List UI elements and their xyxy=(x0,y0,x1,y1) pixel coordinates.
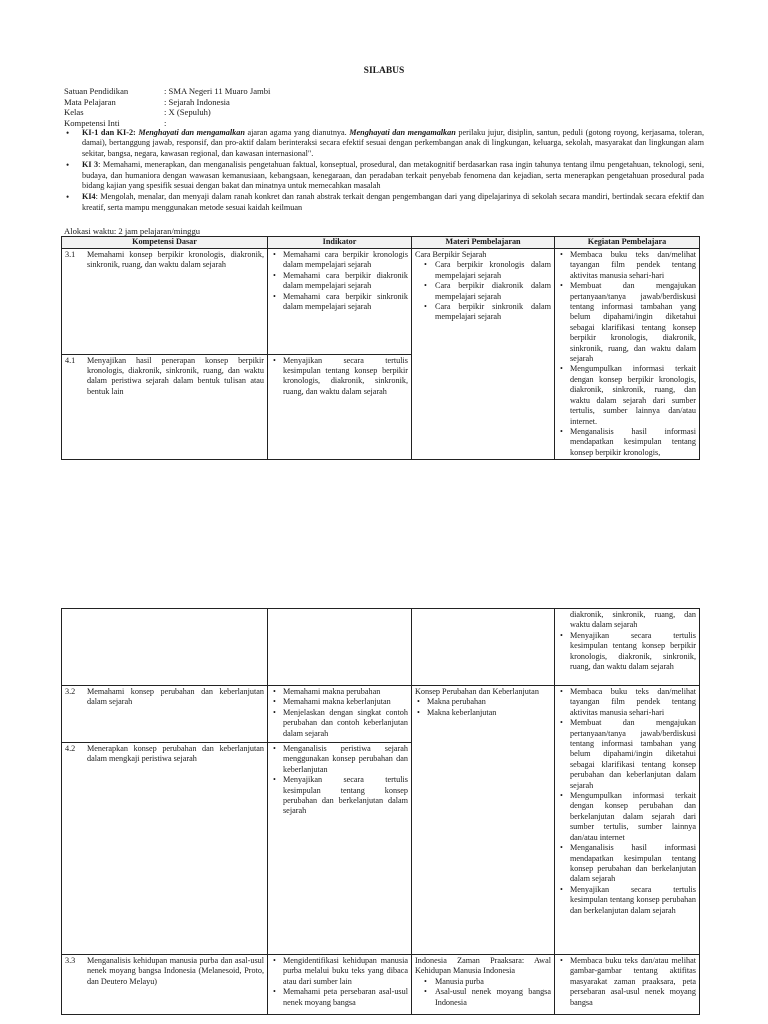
core-competence-list xyxy=(64,128,704,214)
kegiatan-cell xyxy=(555,955,700,1015)
kegiatan-cell xyxy=(555,609,700,686)
kd-cell: 3.1 Memahami konsep berpikir kronologis, diakronik, sinkronik, ruang, dan waktu dalam sejarah xyxy=(62,249,268,355)
materi-cell xyxy=(412,249,555,460)
indicator-cell xyxy=(268,743,412,955)
ki-3-item: • KI 3: Memahami, menerapkan, dan menganalisis pengetahuan faktual, konseptual, prosedural, dan metakognitif berdasarkan rasa ingin tahunya tentang ilmu pengetahuan, teknologi, seni, budaya, dan humaniora dengan wawasan kemanusiaan, kebangsaan, kenegaraan, dan peradaban terkait penyebab fenomena dan kejadian, serta menerapkan pengetahuan prosedural pada bidang kajian yang spesifik sesuai dengan bakat dan minatnya untuk memecahkan masalah xyxy=(64,160,704,191)
list-item: • Menyajikan secara tertulis kesimpulan tentang konsep berpikir kronologis, diakronik, sinkronik, ruang, dan waktu dalam sejarah xyxy=(558,631,696,673)
kegiatan-cell xyxy=(555,686,700,955)
list-item: • Membuat dan mengajukan pertanyaan/tanya jawab/berdiskusi tentang informasi tambahan yang belum dipahami/ingin diketahui sebagai klarifikasi tentang konsep berpikir kronologis, diakronik, sinkronik, ruang, dan waktu dalam sejarah xyxy=(558,281,696,364)
header-kegiatan: Kegiatan Pembelajara xyxy=(555,237,700,249)
list-item: • Makna keberlanjutan xyxy=(415,708,551,718)
list-item: • Manusia purba xyxy=(415,977,551,987)
list-item: • Memahami cara berpikir diakronik dalam mempelajari sejarah xyxy=(271,271,408,292)
indicator-cell xyxy=(268,686,412,743)
table-row xyxy=(62,955,700,1015)
kd-cell: 4.2 Menerapkan konsep perubahan dan keberlanjutan dalam mengkaji peristiwa sejarah xyxy=(62,743,268,955)
list-item: • Mengumpulkan informasi terkait dengan konsep berpikir kronologis, diakronik, sinkronik, ruang, dan waktu dalam sejarah dari sumber tertulis, sumber lainnya dan/atau internet. xyxy=(558,364,696,426)
indicator-cell xyxy=(268,955,412,1015)
list-item: • Membaca buku teks dan/melihat tayangan film pendek tentang aktivitas manusia sehari-hari xyxy=(558,250,696,281)
indicator-cell xyxy=(268,249,412,355)
document-meta xyxy=(64,86,270,128)
syllabus-table-page-1 xyxy=(61,236,700,460)
materi-cell xyxy=(412,955,555,1015)
list-item: • Cara berpikir diakronik dalam mempelajari sejarah xyxy=(415,281,551,302)
materi-cell xyxy=(412,686,555,955)
materi-title: Cara Berpikir Sejarah xyxy=(415,250,487,259)
table-header-row xyxy=(62,237,700,249)
header-kompetensi-dasar: Kompetensi Dasar xyxy=(62,237,268,249)
document-title: SILABUS xyxy=(363,66,405,76)
kegiatan-cell xyxy=(555,249,700,460)
indicator-cell xyxy=(268,354,412,460)
meta-row-subject: Mata Pelajaran : Sejarah Indonesia xyxy=(64,96,230,107)
list-item: • Cara berpikir sinkronik dalam mempelajari sejarah xyxy=(415,302,551,323)
header-indikator: Indikator xyxy=(268,237,412,249)
list-item: • Menganalisis peristiwa sejarah menggunakan konsep perubahan dan keberlanjutan xyxy=(271,744,408,775)
list-item: • Memahami makna perubahan xyxy=(271,687,408,697)
list-item: • Memahami peta persebaran asal-usul nenek moyang bangsa xyxy=(271,987,408,1008)
kd-cell xyxy=(62,609,268,686)
list-item: • Makna perubahan xyxy=(415,697,551,707)
list-item: • Menganalisis hasil informasi mendapatkan kesimpulan tentang konsep berpikir kronologis, xyxy=(558,427,696,458)
meta-row-class: Kelas : X (Sepuluh) xyxy=(64,107,211,118)
meta-row-core-competence: Kompetensi Inti : xyxy=(64,117,167,128)
table-row xyxy=(62,686,700,743)
syllabus-table-page-2 xyxy=(61,608,700,1015)
indicator-cell xyxy=(268,609,412,686)
table-row xyxy=(62,609,700,686)
ki-1-2-item: • KI-1 dan KI-2: Menghayati dan mengamalkan ajaran agama yang dianutnya. Menghayati dan mengamalkan perilaku jujur, disiplin, santun, peduli (gotong royong, kerjasama, toleran, damai), bertanggung jawab, responsif, dan pro-aktif dalam berinteraksi secara efektif sesuai dengan perkembangan anak di lingkungan, keluarga, sekolah, masyarakat dan lingkungan alam sekitar, bangsa, negara, kawasan regional, dan kawasan internasional". xyxy=(64,128,704,159)
list-item: • Menyajikan secara tertulis kesimpulan tentang konsep perubahan dan berkelanjutan dalam sejarah xyxy=(558,885,696,916)
meta-row-school: Satuan Pendidikan : SMA Negeri 11 Muaro Jambi xyxy=(64,86,271,96)
header-materi: Materi Pembelajaran xyxy=(412,237,555,249)
materi-cell xyxy=(412,609,555,686)
kd-cell: 4.1 Menyajikan hasil penerapan konsep berpikir kronologis, diakronik, sinkronik, ruang, dan waktu dalam peristiwa sejarah dalam bentuk tulisan atau bentuk lain xyxy=(62,354,268,460)
list-item: • Mengumpulkan informasi terkait dengan konsep perubahan dan berkelanjutan dalam sejarah dari sumber tertulis, sumber lainnya dan/atau internet xyxy=(558,791,696,843)
list-item: • Membuat dan mengajukan pertanyaan/tanya jawab/berdiskusi tentang informasi tambahan yang belum dipahami/ingin diketahui sebagai klarifikasi tentang konsep perubahan dan keberlanjutan dalam sejarah xyxy=(558,718,696,791)
list-item: • Asal-usul nenek moyang bangsa Indonesia xyxy=(415,987,551,1008)
list-item: • Membaca buku teks dan/atau melihat gambar-gambar tentang aktifitas masyarakat zaman praaksara, peta persebaran asal-usul nenek moyang bangsa xyxy=(558,956,696,1008)
list-item: • Menjelaskan dengan singkat contoh perubahan dan contoh keberlanjutan dalam sejarah xyxy=(271,708,408,739)
list-item: • Mengidentifikasi kehidupan manusia purba melalui buku teks yang dibaca atau dari sumber lain xyxy=(271,956,408,987)
list-item: • Memahami cara berpikir sinkronik dalam mempelajari sejarah xyxy=(271,292,408,313)
continued-text: diakronik, sinkronik, ruang, dan waktu dalam sejarah xyxy=(570,610,696,630)
table-row xyxy=(62,249,700,355)
list-item: • Memahami cara berpikir kronologis dalam mempelajari sejarah xyxy=(271,250,408,271)
materi-title: Indonesia Zaman Praaksara: Awal Kehidupan Manusia Indonesia xyxy=(415,956,551,976)
list-item: • Menganalisis hasil informasi mendapatkan kesimpulan tentang konsep perubahan dan berkelanjutan dalam sejarah xyxy=(558,843,696,885)
kd-cell: 3.3 Menganalisis kehidupan manusia purba dan asal-usul nenek moyang bangsa Indonesia (Melanesoid, Proto, dan Deutero Melayu) xyxy=(62,955,268,1015)
list-item: • Menyajikan secara tertulis kesimpulan tentang konsep perubahan dan berkelanjutan dalam sejarah xyxy=(271,775,408,817)
list-item: • Cara berpikir kronologis dalam mempelajari sejarah xyxy=(415,260,551,281)
list-item: • Membaca buku teks dan/melihat tayangan film pendek tentang aktivitas manusia sehari-hari xyxy=(558,687,696,718)
kd-cell: 3.2 Memahami konsep perubahan dan keberlanjutan dalam sejarah xyxy=(62,686,268,743)
ki-4-item: • KI4: Mengolah, menalar, dan menyaji dalam ranah konkret dan ranah abstrak terkait dengan pengembangan dari yang dipelajarinya di sekolah secara mandiri, bertindak secara efektif dan kreatif, serta mampu menggunakan metode sesuai kaidah keilmuan xyxy=(64,192,704,213)
list-item: • Menyajikan secara tertulis kesimpulan tentang konsep berpikir kronologis, diakronik, sinkronik, ruang, dan waktu dalam sejarah xyxy=(271,356,408,398)
materi-title: Konsep Perubahan dan Keberlanjutan xyxy=(415,687,539,696)
list-item: • Memahami makna keberlanjutan xyxy=(271,697,408,707)
time-allocation: Alokasi waktu: 2 jam pelajaran/minggu xyxy=(64,226,201,236)
